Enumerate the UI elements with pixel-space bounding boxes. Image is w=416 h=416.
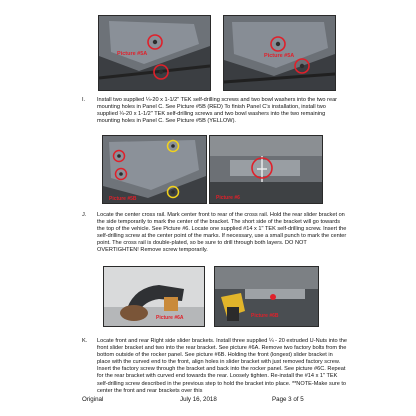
- photo-6a-image: [104, 267, 204, 326]
- photo-6b-image: [215, 267, 318, 326]
- photo-5a: [98, 15, 211, 91]
- step-k: [82, 338, 347, 395]
- photo-6b: [214, 266, 319, 327]
- photo-5b: [102, 135, 207, 204]
- photo-6-caption: Picture #6: [216, 195, 240, 201]
- step-j: [82, 212, 347, 255]
- footer-left: Original: [82, 396, 104, 403]
- step-k-text: Locate front and rear Right side slider brackets. Install three supplied ¼ - 20 extruded U-Nuts into the front slider bracket and two into the rear bracket. See picture #6A. Remove two factory bolts from the bottom outside of the rocker panel. See picture #6B. Holding the front (longest) slider bracket in place with the curved end to the front, align holes in slider bracket with just removed factory screw. Insert the factory screw through the bracket and back into the rocker panel. See picture #6C. Repeat for the rear bracket with curved end towards the rear. Loosely tighten. Re-install the #14 x 1" TEK self-drilling screw described in the previous step to hold the bracket into place. **NOTE-Make sure to center the front and rear brackets over this: [97, 338, 347, 394]
- photo-6-image: [210, 136, 322, 203]
- photo-5b-caption: Picture #5B: [109, 196, 137, 202]
- step-i: [82, 97, 347, 125]
- photo-5b-image: [103, 136, 206, 203]
- footer-date: July 16, 2018: [180, 396, 217, 403]
- footer-page-number: Page 3 of 5: [272, 396, 304, 403]
- photo-5a-image: [99, 16, 210, 90]
- photo-5a-caption: Picture #5A: [117, 51, 148, 57]
- photo-6a-caption: Picture #6A: [156, 315, 184, 321]
- step-i-label: I.: [82, 97, 86, 103]
- photo-5a-second-image: [224, 16, 335, 90]
- photo-6: [209, 135, 323, 204]
- photo-5a-second: [223, 15, 336, 91]
- step-k-label: K.: [82, 338, 88, 344]
- step-i-text: Install two supplied ¼-20 x 1-1/2" TEK self-drilling screws and two bowl washers into the two rear mounting holes in Panel C. See Picture #5B (RED) To finish Panel C's installation, install two supplied ¼-20 x 1-1/2" TEK self-drilling screws and two bowl washers into the two remaining mounting holes in Panel C. See Picture #5B (YELLOW).: [97, 97, 338, 125]
- step-j-label: J.: [82, 212, 87, 218]
- photo-6b-caption: Picture #6B: [251, 313, 279, 319]
- photo-5a-second-caption: Picture #5A: [264, 53, 295, 59]
- photo-6a: [103, 266, 205, 327]
- step-j-text: Locate the center cross rail. Mark center front to rear of the cross rail. Hold the rear slider bracket on the side temporarily to mark the center of the bracket. The short side of the bracket will go towards the top of the vehicle. See Picture #6. Locate one supplied #14 x 1" TEK self-drilling screw. Insert the self-drilling screw at the center point of the marks. If necessary, use a small punch to mark the center point. The cross rail is double-plated, so be sure to drill through both layers. DO NOT OVERTIGHTEN! Remove screw temporarily.: [97, 212, 347, 254]
